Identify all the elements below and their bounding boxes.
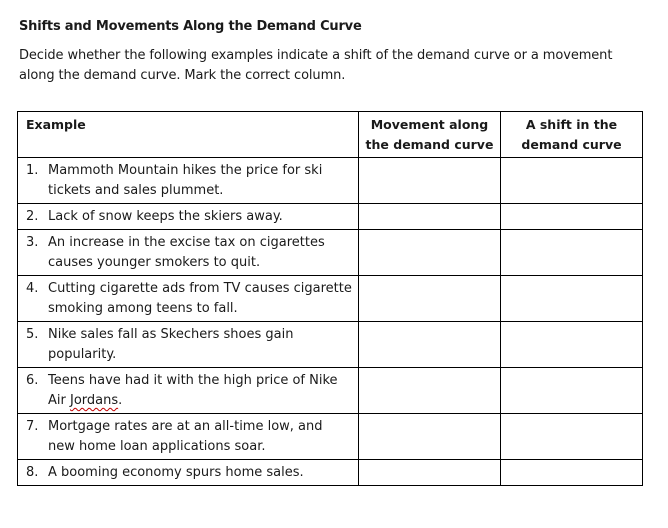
row-number: 3.	[26, 235, 39, 250]
header-example	[18, 112, 359, 158]
row-number: 1.	[26, 163, 39, 178]
example-cell	[18, 204, 359, 230]
example-text: Nike sales fall as Skechers shoes gain popularity.	[48, 327, 294, 362]
table-row	[18, 158, 643, 204]
header-shift-line1: A shift in the	[525, 117, 618, 132]
shift-answer-cell[interactable]	[501, 230, 643, 276]
movement-answer-cell[interactable]	[359, 276, 501, 322]
movement-answer-cell[interactable]	[359, 460, 501, 486]
movement-answer-cell[interactable]	[359, 414, 501, 460]
shift-answer-cell[interactable]	[501, 158, 643, 204]
movement-answer-cell[interactable]	[359, 322, 501, 368]
shift-answer-cell[interactable]	[501, 322, 643, 368]
table-row	[18, 414, 643, 460]
row-number: 7.	[26, 419, 39, 434]
table-row	[18, 460, 643, 486]
instructions-paragraph: Decide whether the following examples indicate a shift of the demand curve or a movement along the demand curve. Mark the correct column.	[19, 48, 613, 83]
header-movement	[359, 112, 501, 158]
movement-answer-cell[interactable]	[359, 368, 501, 414]
header-movement-line1: Movement along	[370, 117, 489, 132]
shift-answer-cell[interactable]	[501, 204, 643, 230]
example-text: An increase in the excise tax on cigarettes causes younger smokers to quit.	[48, 235, 325, 270]
shift-answer-cell[interactable]	[501, 276, 643, 322]
example-text	[48, 371, 358, 411]
header-shift	[501, 112, 643, 158]
row-number: 4.	[26, 281, 39, 296]
example-text: Mortgage rates are at an all-time low, and new home loan applications soar.	[48, 419, 323, 454]
spellcheck-flagged-word: Jordans	[69, 393, 119, 408]
row-number: 6.	[26, 373, 39, 388]
example-text: Cutting cigarette ads from TV causes cigarette smoking among teens to fall.	[48, 281, 352, 316]
example-cell	[18, 368, 359, 414]
example-text: Mammoth Mountain hikes the price for ski tickets and sales plummet.	[48, 163, 323, 198]
example-cell	[18, 460, 359, 486]
movement-answer-cell[interactable]	[359, 204, 501, 230]
table-row	[18, 276, 643, 322]
table-row	[18, 204, 643, 230]
row-number: 8.	[26, 465, 39, 480]
movement-answer-cell[interactable]	[359, 230, 501, 276]
shift-answer-cell[interactable]	[501, 414, 643, 460]
example-cell	[18, 322, 359, 368]
header-shift-line2: demand curve	[521, 137, 622, 152]
demand-curve-table	[17, 111, 643, 486]
example-cell	[18, 414, 359, 460]
table-row	[18, 230, 643, 276]
example-cell	[18, 230, 359, 276]
movement-answer-cell[interactable]	[359, 158, 501, 204]
example-text-part: .	[118, 393, 123, 408]
table-row	[18, 368, 643, 414]
shift-answer-cell[interactable]	[501, 368, 643, 414]
shift-answer-cell[interactable]	[501, 460, 643, 486]
example-text: Lack of snow keeps the skiers away.	[48, 209, 283, 224]
row-number: 2.	[26, 209, 39, 224]
table-header-row	[18, 112, 643, 158]
example-cell	[18, 276, 359, 322]
example-cell	[18, 158, 359, 204]
header-example-label: Example	[26, 117, 86, 132]
table-row	[18, 322, 643, 368]
row-number: 5.	[26, 327, 39, 342]
example-text-part: Teens have had it with the high price of Nike Air	[48, 373, 338, 408]
example-text: A booming economy spurs home sales.	[48, 465, 304, 480]
header-movement-line2: the demand curve	[365, 137, 494, 152]
page-title: Shifts and Movements Along the Demand Curve	[19, 19, 362, 34]
